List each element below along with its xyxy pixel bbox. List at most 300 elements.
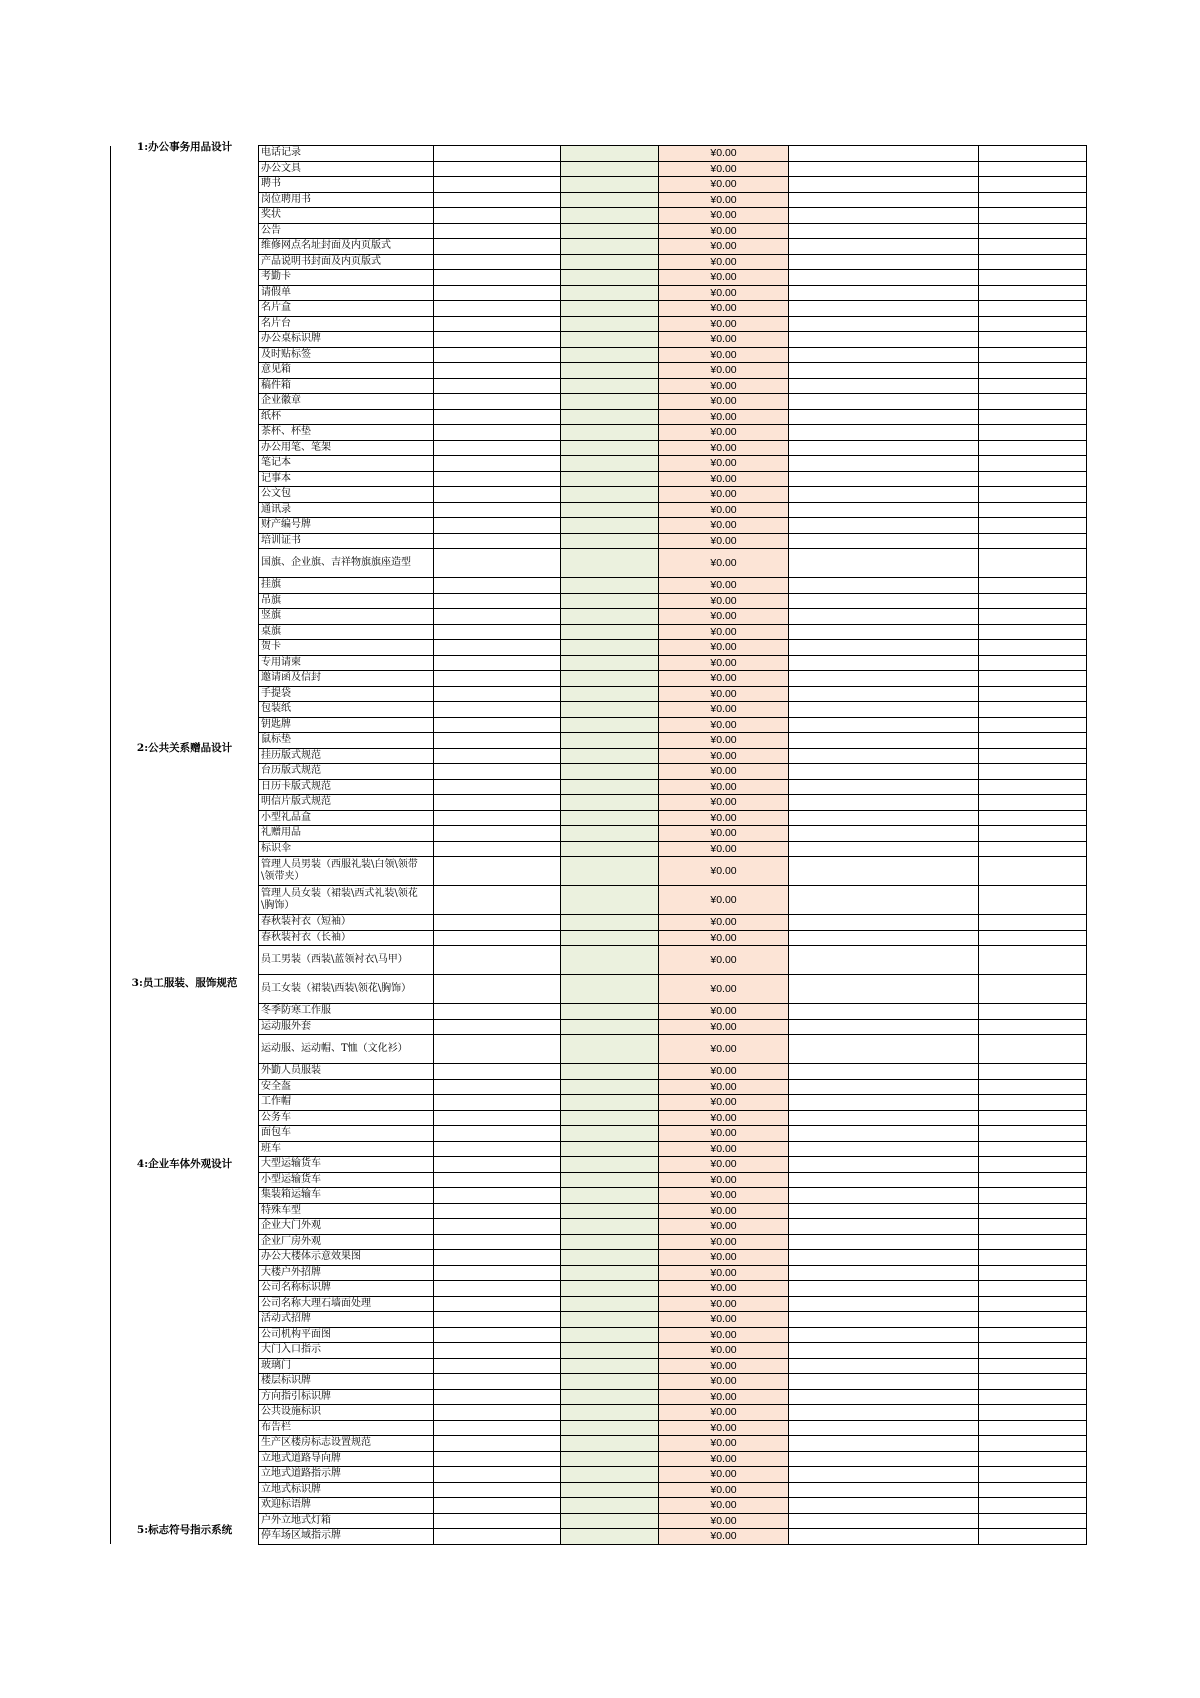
note-cell [789, 624, 979, 640]
item-name-cell: 岗位聘用书 [259, 192, 434, 208]
table-row [111, 1219, 1087, 1235]
extra-cell [979, 1327, 1087, 1343]
quantity-cell [561, 779, 659, 795]
spec-cell [434, 301, 561, 317]
note-cell [789, 1203, 979, 1219]
item-name-cell: 贺卡 [259, 640, 434, 656]
extra-cell [979, 810, 1087, 826]
item-name-cell: 名片台 [259, 316, 434, 332]
extra-cell [979, 502, 1087, 518]
quantity-cell [561, 1420, 659, 1436]
quantity-cell [561, 1343, 659, 1359]
item-name-cell: 员工男装（西装\蓝领衬衣\马甲） [259, 946, 434, 975]
price-cell: ¥0.00 [659, 1064, 789, 1080]
price-cell: ¥0.00 [659, 1529, 789, 1545]
extra-cell [979, 717, 1087, 733]
item-name-cell: 维修网点名址封面及内页版式 [259, 239, 434, 255]
price-cell: ¥0.00 [659, 285, 789, 301]
note-cell [789, 363, 979, 379]
price-cell: ¥0.00 [659, 1019, 789, 1035]
note-cell [789, 425, 979, 441]
spec-cell [434, 1296, 561, 1312]
note-cell [789, 930, 979, 946]
spec-cell [434, 1374, 561, 1390]
spec-cell [434, 177, 561, 193]
quantity-cell [561, 1064, 659, 1080]
item-name-cell: 笔记本 [259, 456, 434, 472]
extra-cell [979, 1079, 1087, 1095]
spec-cell [434, 1019, 561, 1035]
quantity-cell [561, 254, 659, 270]
spec-cell [434, 1498, 561, 1514]
item-name-cell: 春秋装衬衣（短袖） [259, 915, 434, 931]
item-name-cell: 吊旗 [259, 593, 434, 609]
spec-cell [434, 332, 561, 348]
quantity-cell [561, 686, 659, 702]
quantity-cell [561, 1141, 659, 1157]
item-name-cell: 办公桌标识牌 [259, 332, 434, 348]
price-cell: ¥0.00 [659, 1265, 789, 1281]
spec-cell [434, 1436, 561, 1452]
quantity-cell [561, 487, 659, 503]
price-cell: ¥0.00 [659, 1095, 789, 1111]
item-name-cell: 运动服、运动帽、T恤（文化衫） [259, 1035, 434, 1064]
price-cell: ¥0.00 [659, 177, 789, 193]
spec-cell [434, 1095, 561, 1111]
extra-cell [979, 1250, 1087, 1266]
note-cell [789, 975, 979, 1004]
quantity-cell [561, 146, 659, 162]
note-cell [789, 254, 979, 270]
note-cell [789, 655, 979, 671]
extra-cell [979, 192, 1087, 208]
table-row [111, 640, 1087, 656]
price-cell: ¥0.00 [659, 640, 789, 656]
note-cell [789, 1004, 979, 1020]
note-cell [789, 1234, 979, 1250]
price-cell: ¥0.00 [659, 733, 789, 749]
note-cell [789, 1436, 979, 1452]
quantity-cell [561, 826, 659, 842]
spec-cell [434, 671, 561, 687]
extra-cell [979, 1451, 1087, 1467]
quantity-cell [561, 857, 659, 886]
quantity-cell [561, 1436, 659, 1452]
extra-cell [979, 425, 1087, 441]
quantity-cell [561, 1451, 659, 1467]
item-name-cell: 公司机构平面图 [259, 1327, 434, 1343]
item-name-cell: 公务车 [259, 1110, 434, 1126]
price-cell: ¥0.00 [659, 223, 789, 239]
quantity-cell [561, 409, 659, 425]
item-name-cell: 立地式道路导向牌 [259, 1451, 434, 1467]
spec-cell [434, 471, 561, 487]
note-cell [789, 1281, 979, 1297]
spec-cell [434, 593, 561, 609]
quantity-cell [561, 1467, 659, 1483]
price-cell: ¥0.00 [659, 254, 789, 270]
item-name-cell: 邀请函及信封 [259, 671, 434, 687]
quantity-cell [561, 915, 659, 931]
item-name-cell: 日历卡版式规范 [259, 779, 434, 795]
extra-cell [979, 1374, 1087, 1390]
note-cell [789, 1327, 979, 1343]
note-cell [789, 487, 979, 503]
spec-cell [434, 1467, 561, 1483]
quantity-cell [561, 1281, 659, 1297]
extra-cell [979, 1343, 1087, 1359]
quantity-cell [561, 930, 659, 946]
spec-cell [434, 1035, 561, 1064]
note-cell [789, 593, 979, 609]
item-name-cell: 挂历版式规范 [259, 748, 434, 764]
extra-cell [979, 1467, 1087, 1483]
note-cell [789, 1141, 979, 1157]
price-cell: ¥0.00 [659, 930, 789, 946]
quantity-cell [561, 578, 659, 594]
table-row [111, 1110, 1087, 1126]
quantity-cell [561, 624, 659, 640]
item-name-cell: 鼠标垫 [259, 733, 434, 749]
price-cell: ¥0.00 [659, 1389, 789, 1405]
item-name-cell: 记事本 [259, 471, 434, 487]
quantity-cell [561, 886, 659, 915]
item-name-cell: 大门入口指示 [259, 1343, 434, 1359]
item-name-cell: 停车场区域指示牌 [259, 1529, 434, 1545]
spec-cell [434, 578, 561, 594]
note-cell [789, 223, 979, 239]
item-name-cell: 玻璃门 [259, 1358, 434, 1374]
price-cell: ¥0.00 [659, 1482, 789, 1498]
quantity-cell [561, 316, 659, 332]
quantity-cell [561, 549, 659, 578]
spec-cell [434, 779, 561, 795]
quantity-cell [561, 502, 659, 518]
spec-cell [434, 1219, 561, 1235]
price-cell: ¥0.00 [659, 841, 789, 857]
item-name-cell: 办公大楼体示意效果图 [259, 1250, 434, 1266]
price-cell: ¥0.00 [659, 578, 789, 594]
extra-cell [979, 533, 1087, 549]
extra-cell [979, 409, 1087, 425]
spec-cell [434, 655, 561, 671]
note-cell [789, 779, 979, 795]
extra-cell [979, 886, 1087, 915]
spec-cell [434, 795, 561, 811]
note-cell [789, 146, 979, 162]
note-cell [789, 841, 979, 857]
note-cell [789, 409, 979, 425]
item-name-cell: 大型运输货车 [259, 1157, 434, 1173]
note-cell [789, 886, 979, 915]
extra-cell [979, 671, 1087, 687]
item-name-cell: 集装箱运输车 [259, 1188, 434, 1204]
spec-cell [434, 1203, 561, 1219]
quantity-cell [561, 1374, 659, 1390]
item-name-cell: 方向指引标识牌 [259, 1389, 434, 1405]
spec-cell [434, 518, 561, 534]
item-name-cell: 员工女装（裙装\西装\领花\胸饰） [259, 975, 434, 1004]
extra-cell [979, 1296, 1087, 1312]
extra-cell [979, 1234, 1087, 1250]
spec-cell [434, 810, 561, 826]
note-cell [789, 471, 979, 487]
item-name-cell: 大楼户外招牌 [259, 1265, 434, 1281]
group-title: 4:企业车体外观设计 [111, 1110, 259, 1219]
item-name-cell: 专用请柬 [259, 655, 434, 671]
item-name-cell: 公司名称标识牌 [259, 1281, 434, 1297]
price-cell: ¥0.00 [659, 1312, 789, 1328]
price-cell: ¥0.00 [659, 1035, 789, 1064]
extra-cell [979, 1265, 1087, 1281]
note-cell [789, 946, 979, 975]
extra-cell [979, 1358, 1087, 1374]
note-cell [789, 795, 979, 811]
quantity-cell [561, 239, 659, 255]
extra-cell [979, 1141, 1087, 1157]
price-cell: ¥0.00 [659, 1281, 789, 1297]
extra-cell [979, 223, 1087, 239]
price-cell: ¥0.00 [659, 655, 789, 671]
extra-cell [979, 686, 1087, 702]
item-name-cell: 茶杯、杯垫 [259, 425, 434, 441]
spec-cell [434, 425, 561, 441]
extra-cell [979, 1095, 1087, 1111]
item-name-cell: 及时贴标签 [259, 347, 434, 363]
quantity-cell [561, 1513, 659, 1529]
quantity-cell [561, 456, 659, 472]
extra-cell [979, 332, 1087, 348]
extra-cell [979, 378, 1087, 394]
extra-cell [979, 301, 1087, 317]
spec-cell [434, 686, 561, 702]
spec-cell [434, 609, 561, 625]
spec-cell [434, 1265, 561, 1281]
extra-cell [979, 254, 1087, 270]
item-name-cell: 外勤人员服装 [259, 1064, 434, 1080]
item-name-cell: 公告 [259, 223, 434, 239]
price-cell: ¥0.00 [659, 624, 789, 640]
item-name-cell: 考勤卡 [259, 270, 434, 286]
note-cell [789, 1265, 979, 1281]
note-cell [789, 208, 979, 224]
group-title: 5:标志符号指示系统 [111, 1219, 259, 1545]
price-cell: ¥0.00 [659, 717, 789, 733]
price-cell: ¥0.00 [659, 192, 789, 208]
extra-cell [979, 1188, 1087, 1204]
note-cell [789, 1095, 979, 1111]
item-name-cell: 台历版式规范 [259, 764, 434, 780]
spec-cell [434, 1312, 561, 1328]
note-cell [789, 578, 979, 594]
note-cell [789, 915, 979, 931]
price-cell: ¥0.00 [659, 975, 789, 1004]
extra-cell [979, 593, 1087, 609]
spec-cell [434, 748, 561, 764]
extra-cell [979, 161, 1087, 177]
spec-cell [434, 1513, 561, 1529]
extra-cell [979, 1482, 1087, 1498]
item-name-cell: 工作帽 [259, 1095, 434, 1111]
note-cell [789, 378, 979, 394]
price-cell: ¥0.00 [659, 1405, 789, 1421]
extra-cell [979, 1035, 1087, 1064]
spec-cell [434, 1126, 561, 1142]
note-cell [789, 1172, 979, 1188]
note-cell [789, 1157, 979, 1173]
note-cell [789, 1498, 979, 1514]
note-cell [789, 748, 979, 764]
note-cell [789, 192, 979, 208]
price-cell: ¥0.00 [659, 702, 789, 718]
spec-cell [434, 915, 561, 931]
quantity-cell [561, 1498, 659, 1514]
note-cell [789, 609, 979, 625]
spec-cell [434, 930, 561, 946]
note-cell [789, 502, 979, 518]
price-cell: ¥0.00 [659, 1157, 789, 1173]
extra-cell [979, 1436, 1087, 1452]
group-title: 3:员工服装、服饰规范 [111, 857, 259, 1111]
quantity-cell [561, 795, 659, 811]
item-name-cell: 小型礼品盒 [259, 810, 434, 826]
quantity-cell [561, 270, 659, 286]
quantity-cell [561, 533, 659, 549]
quantity-cell [561, 1482, 659, 1498]
note-cell [789, 533, 979, 549]
item-name-cell: 班车 [259, 1141, 434, 1157]
spec-cell [434, 946, 561, 975]
quantity-cell [561, 717, 659, 733]
extra-cell [979, 930, 1087, 946]
price-cell: ¥0.00 [659, 1436, 789, 1452]
price-cell: ¥0.00 [659, 671, 789, 687]
price-cell: ¥0.00 [659, 394, 789, 410]
spec-cell [434, 624, 561, 640]
spec-cell [434, 254, 561, 270]
quantity-cell [561, 1250, 659, 1266]
spec-cell [434, 1420, 561, 1436]
quantity-cell [561, 810, 659, 826]
item-name-cell: 冬季防寒工作服 [259, 1004, 434, 1020]
item-name-cell: 请假单 [259, 285, 434, 301]
item-name-cell: 明信片版式规范 [259, 795, 434, 811]
item-name-cell: 稿件箱 [259, 378, 434, 394]
price-cell: ¥0.00 [659, 1343, 789, 1359]
price-cell: ¥0.00 [659, 1513, 789, 1529]
quantity-cell [561, 1172, 659, 1188]
spec-cell [434, 363, 561, 379]
spec-cell [434, 316, 561, 332]
item-name-cell: 奖状 [259, 208, 434, 224]
price-cell: ¥0.00 [659, 487, 789, 503]
price-cell: ¥0.00 [659, 1110, 789, 1126]
item-name-cell: 办公文具 [259, 161, 434, 177]
quantity-cell [561, 192, 659, 208]
quantity-cell [561, 332, 659, 348]
item-name-cell: 通讯录 [259, 502, 434, 518]
quantity-cell [561, 655, 659, 671]
price-cell: ¥0.00 [659, 915, 789, 931]
note-cell [789, 456, 979, 472]
note-cell [789, 1219, 979, 1235]
note-cell [789, 1467, 979, 1483]
note-cell [789, 549, 979, 578]
spec-cell [434, 409, 561, 425]
spec-cell [434, 764, 561, 780]
item-name-cell: 户外立地式灯箱 [259, 1513, 434, 1529]
group-title: 2:公共关系赠品设计 [111, 640, 259, 857]
item-name-cell: 标识伞 [259, 841, 434, 857]
spec-cell [434, 223, 561, 239]
note-cell [789, 1064, 979, 1080]
price-cell: ¥0.00 [659, 593, 789, 609]
item-name-cell: 财产编号牌 [259, 518, 434, 534]
spec-cell [434, 239, 561, 255]
extra-cell [979, 946, 1087, 975]
spec-cell [434, 1281, 561, 1297]
item-name-cell: 欢迎标语牌 [259, 1498, 434, 1514]
item-name-cell: 公司名称大理石墙面处理 [259, 1296, 434, 1312]
item-name-cell: 面包车 [259, 1126, 434, 1142]
note-cell [789, 239, 979, 255]
item-name-cell: 管理人员男装（西服礼装\白领\领带\领带夹） [259, 857, 434, 886]
spec-cell [434, 1234, 561, 1250]
spec-cell [434, 270, 561, 286]
price-cell: ¥0.00 [659, 1219, 789, 1235]
price-cell: ¥0.00 [659, 1250, 789, 1266]
spec-cell [434, 161, 561, 177]
quantity-cell [561, 177, 659, 193]
quantity-cell [561, 593, 659, 609]
note-cell [789, 671, 979, 687]
spec-cell [434, 1358, 561, 1374]
item-name-cell: 立地式标识牌 [259, 1482, 434, 1498]
note-cell [789, 686, 979, 702]
spec-cell [434, 1405, 561, 1421]
item-name-cell: 企业大门外观 [259, 1219, 434, 1235]
note-cell [789, 1188, 979, 1204]
price-cell: ¥0.00 [659, 795, 789, 811]
price-cell: ¥0.00 [659, 270, 789, 286]
spec-cell [434, 549, 561, 578]
extra-cell [979, 1110, 1087, 1126]
extra-cell [979, 1172, 1087, 1188]
quantity-cell [561, 671, 659, 687]
spec-cell [434, 208, 561, 224]
quantity-cell [561, 1312, 659, 1328]
extra-cell [979, 1312, 1087, 1328]
item-name-cell: 管理人员女装（裙装\西式礼装\领花\胸饰） [259, 886, 434, 915]
item-name-cell: 小型运输货车 [259, 1172, 434, 1188]
quantity-cell [561, 1079, 659, 1095]
item-name-cell: 布告栏 [259, 1420, 434, 1436]
price-cell: ¥0.00 [659, 1203, 789, 1219]
price-cell: ¥0.00 [659, 1172, 789, 1188]
extra-cell [979, 779, 1087, 795]
spec-cell [434, 1451, 561, 1467]
item-name-cell: 名片盒 [259, 301, 434, 317]
quantity-cell [561, 161, 659, 177]
price-cell: ¥0.00 [659, 810, 789, 826]
quantity-cell [561, 1095, 659, 1111]
spec-cell [434, 1188, 561, 1204]
price-cell: ¥0.00 [659, 347, 789, 363]
note-cell [789, 1035, 979, 1064]
quantity-cell [561, 208, 659, 224]
note-cell [789, 1110, 979, 1126]
group-title: 1:办公事务用品设计 [111, 146, 259, 640]
